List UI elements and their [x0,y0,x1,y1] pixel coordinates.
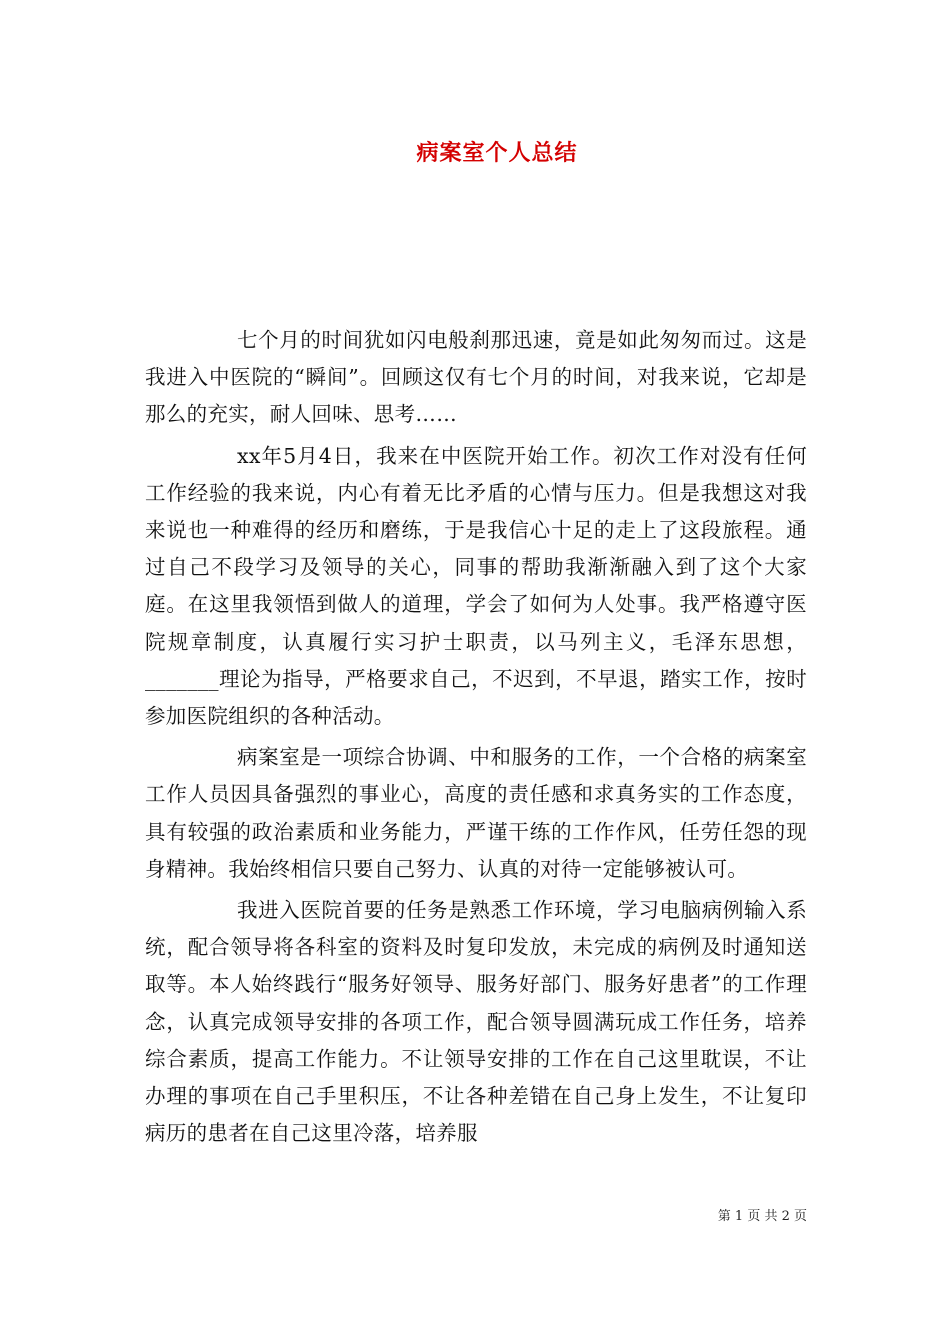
page-number-footer: 第 1 页 共 2 页 [717,1209,807,1224]
document-title: 病案室个人总结 [416,140,578,166]
paragraph-2: xx年5月4日，我来在中医院开始工作。初次工作对没有任何工作经验的我来说，内心有着无比矛盾的心情与压力。但是我想这对我来说也一种难得的经历和磨练，于是我信心十足的走上了这段旅程。通过自己不段学习及领导的关心，同事的帮助我渐渐融入到了这个大家庭。在这里我领悟到做人的道理，学会了如何为人处事。我严格遵守医院规章制度，认真履行实习护士职责，以马列主义，毛泽东思想，_______理论为指导，严格要求自己，不迟到，不早退，踏实工作，按时参加医院组织的各种活动。 [145,443,807,729]
document-body [145,322,807,1156]
paragraph-3: 病案室是一项综合协调、中和服务的工作，一个合格的病案室工作人员因具备强烈的事业心，高度的责任感和求真务实的工作态度，具有较强的政治素质和业务能力，严谨干练的工作作风，任劳任怨的现身精神。我始终相信只要自己努力、认真的对待一定能够被认可。 [145,745,807,881]
paragraph-1: 七个月的时间犹如闪电般刹那迅速，竟是如此匆匆而过。这是我进入中医院的“瞬间”。回顾这仅有七个月的时间，对我来说，它却是那么的充实，耐人回味、思考…… [145,328,807,427]
paragraph-4: 我进入医院首要的任务是熟悉工作环境，学习电脑病例输入系统，配合领导将各科室的资料及时复印发放，未完成的病例及时通知送取等。本人始终践行“服务好领导、服务好部门、服务好患者”的工作理念，认真完成领导安排的各项工作，配合领导圆满玩成工作任务，培养综合素质，提高工作能力。不让领导安排的工作在自己这里耽误，不让办理的事项在自己手里积压，不让各种差错在自己身上发生，不让复印病历的患者在自己这里冷落，培养服 [145,898,807,1146]
